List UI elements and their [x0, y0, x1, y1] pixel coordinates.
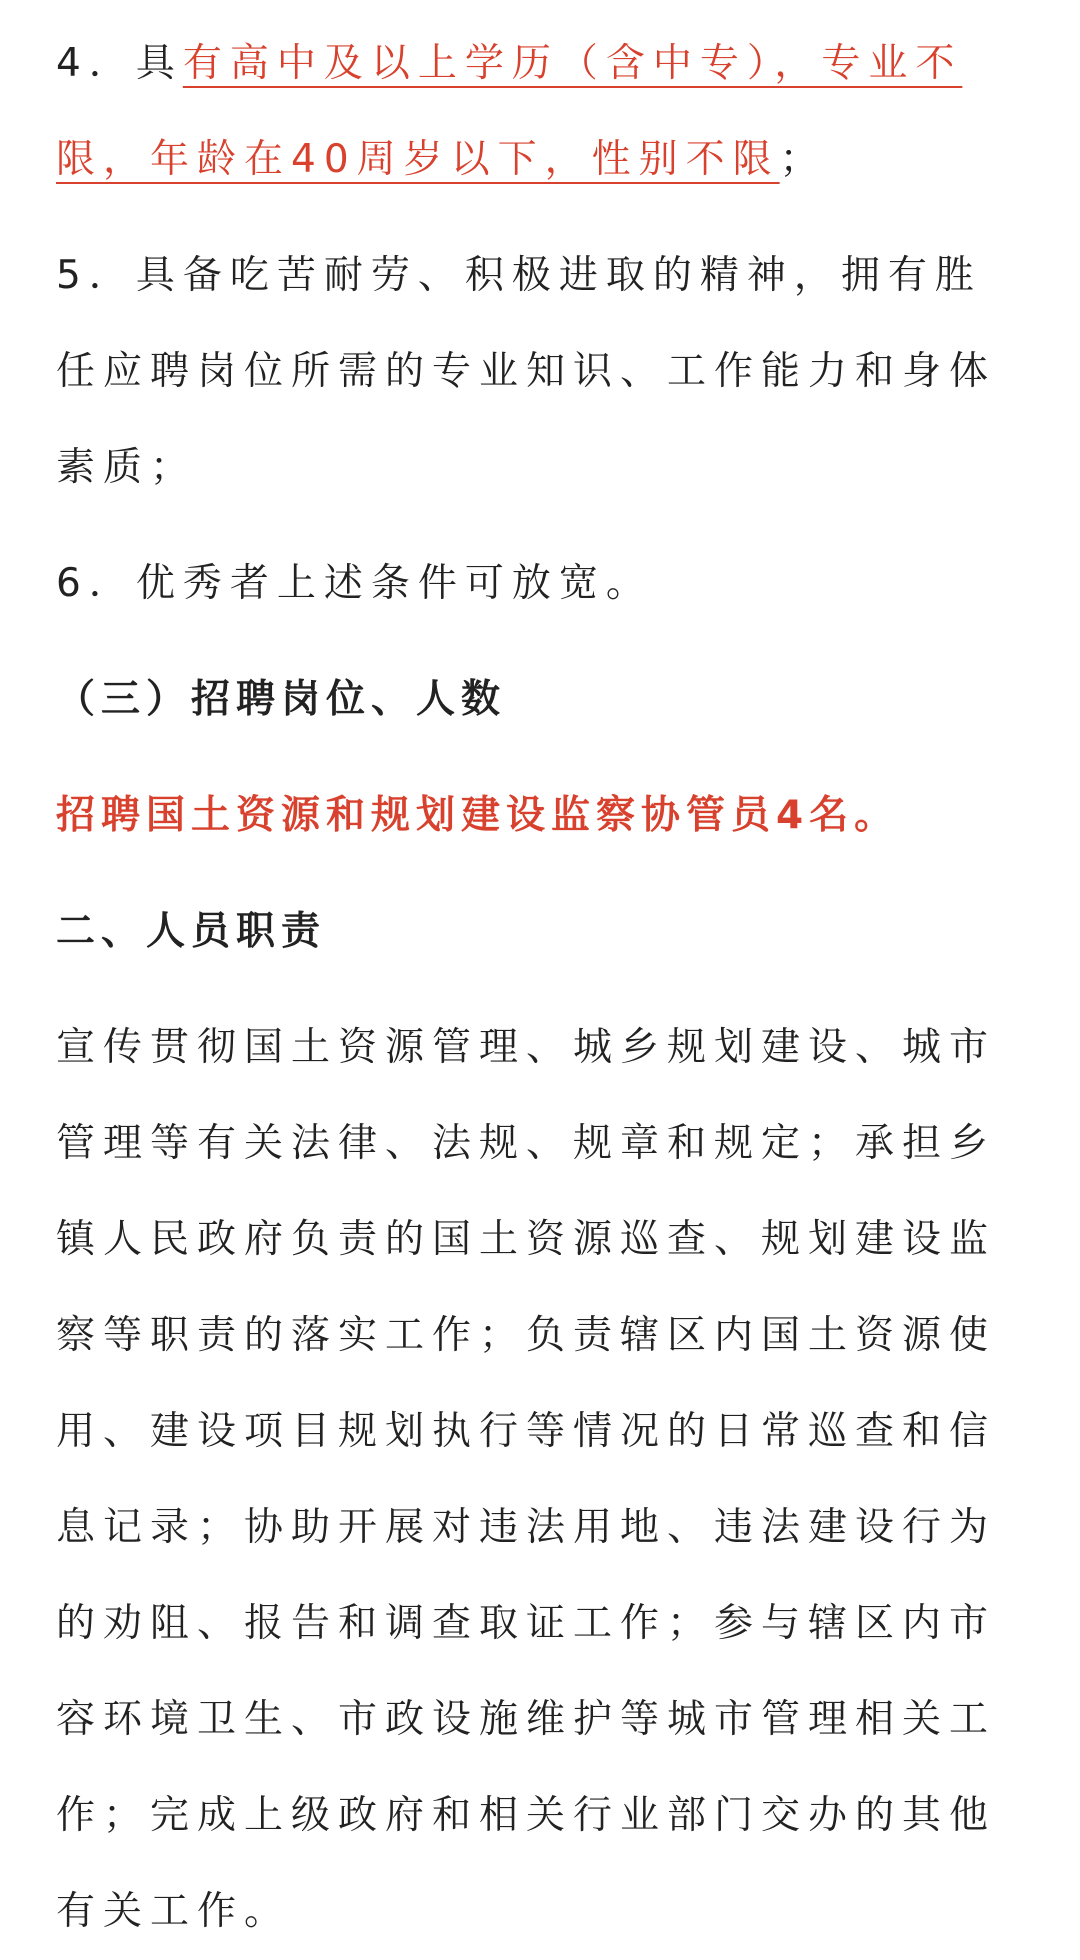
article-body: [56, 16, 1022, 1960]
item-4-suffix: ；: [779, 137, 827, 182]
item-4-prefix: 4．具: [56, 41, 183, 86]
duties-paragraph: 宣传贯彻国土资源管理、城乡规划建设、城市管理等有关法律、法规、规章和规定；承担乡镇人民政府负责的国土资源巡查、规划建设监察等职责的落实工作；负责辖区内国土资源使用、建设项目规划执行等情况的日常巡查和信息记录；协助开展对违法用地、违法建设行为的劝阻、报告和调查取证工作；参与辖区内市容环境卫生、市政设施维护等城市管理相关工作；完成上级政府和相关行业部门交办的其他有关工作。: [56, 1025, 997, 1934]
section-2-heading: 二、人员职责: [56, 909, 327, 954]
recruit-statement: 招聘国土资源和规划建设监察协管员4名。: [56, 793, 900, 838]
section-3-heading: （三）招聘岗位、人数: [56, 677, 507, 722]
requirement-item-6: 6．优秀者上述条件可放宽。: [56, 561, 653, 606]
item-4-highlight: 有高中及以上学历（含中专），专业不限，年龄在40周岁以下，性别不限: [56, 41, 963, 182]
requirement-item-5: 5．具备吃苦耐劳、积极进取的精神，拥有胜任应聘岗位所需的专业知识、工作能力和身体素质；: [56, 253, 997, 490]
requirement-item-4: [56, 16, 1022, 208]
